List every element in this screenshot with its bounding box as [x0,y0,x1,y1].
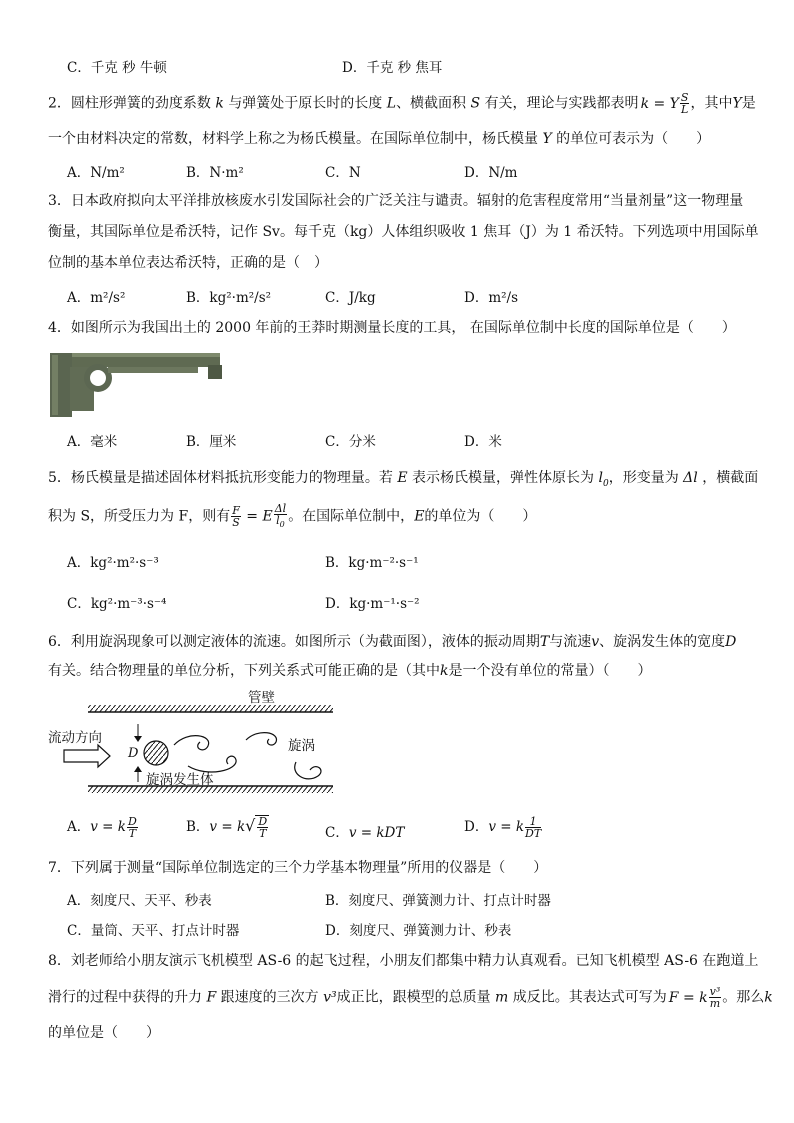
q5-line2: 积为 S，所受压力为 F，则有 $\frac{F}{S}$ = E $\frac{\Delta l}{l_0}$ 。在国际单位制中，E的单位为（ ） [48,502,537,530]
q7-option-d: D．刻度尺、弹簧测力计、秒表 [325,923,512,939]
q7-line1: 7．下列属于测量“国际单位制选定的三个力学基本物理量”所用的仪器是（ ） [48,860,548,876]
q3-line2: 衡量，其国际单位是希沃特，记作 Sv。每千克（kg）人体组织吸收 1 焦耳（J）为 1 希沃特。下列选项中用国际单 [48,224,759,240]
q1-option-c: C．千克 秒 牛顿 [67,60,167,76]
q2-line1: 2．圆柱形弹簧的劲度系数 k 与弹簧处于原长时的长度 L、横截面积 S 有关，理论与实践都表明 k = Y $\frac{S}{L}$ ，其中Y是 [48,91,756,116]
q8-line1: 8．刘老师给小朋友演示飞机模型 AS-6 的起飞过程，小朋友们都集中精力认真观看。已知飞机模型 AS-6 在跑道上 [48,953,759,969]
ancient-ruler-image [48,345,223,419]
q3-line3: 位制的基本单位表达希沃特，正确的是（ ） [48,255,328,271]
q7-option-b: B．刻度尺、弹簧测力计、打点计时器 [325,893,551,909]
q2-option-a: A．N/m² [67,165,125,181]
q6-line2: 有关。结合物理量的单位分析，下列关系式可能正确的是（其中k是一个没有单位的常量）（ ） [48,663,652,679]
q4-option-c: C．分米 [325,434,376,450]
vortex-generator-label: 旋涡发生体 [146,772,214,788]
flow-direction-label: 流动方向 [48,730,102,746]
q8-line2: 滑行的过程中获得的升力 F 跟速度的三次方 v³成正比，跟模型的总质量 m 成反比。其表达式可写为 F = k $\frac{\text{v³}}{m}$ 。那么k [48,985,773,1010]
q6-option-c: C．v = kDT [325,825,405,841]
q2-option-d: D．N/m [464,165,518,181]
q6-option-d: D．v = k $\frac{1}{DT}$ [464,815,542,840]
q2-line2: 一个由材料决定的常数，材料学上称之为杨氏模量。在国际单位制中，杨氏模量 Y 的单位可表示为（ ） [48,131,711,147]
q4-option-b: B．厘米 [186,434,237,450]
q5-option-b: B．kg·m⁻²·s⁻¹ [325,555,419,571]
q8-line3: 的单位是（ ） [48,1025,160,1041]
q3-line1: 3．日本政府拟向太平洋排放核废水引发国际社会的广泛关注与谴责。辐射的危害程度常用“当量剂量”这一物理量 [48,193,744,209]
q6-line1: 6．利用旋涡现象可以测定液体的流速。如图所示（为截面图），液体的振动周期T与流速v、旋涡发生体的宽度D [48,634,737,650]
q6-option-a: A．v = k $\frac{D}{T}$ [67,815,137,840]
vortex-label: 旋涡 [288,738,315,754]
q5-option-c: C．kg²·m⁻³·s⁻⁴ [67,596,167,612]
q2-option-b: B．N·m² [186,165,244,181]
q7-option-c: C．量筒、天平、打点计时器 [67,923,240,939]
pipe-wall-label: 管壁 [248,690,275,706]
q1-option-d: D．千克 秒 焦耳 [342,60,443,76]
q7-option-a: A．刻度尺、天平、秒表 [67,893,212,909]
vortex-flowmeter-diagram [48,690,348,800]
q6-option-b: B．v = k√ $\frac{D}{T}$ [186,815,268,840]
q4-option-a: A．毫米 [67,434,118,450]
q4-line1: 4．如图所示为我国出土的 2000 年前的王莽时期测量长度的工具， 在国际单位制中长度的国际单位是（ ） [48,320,736,336]
width-d-label: D [128,746,139,761]
q5-option-a: A．kg²·m²·s⁻³ [67,555,159,571]
q3-option-d: D．m²/s [464,290,519,306]
q5-line1: 5．杨氏模量是描述固体材料抵抗形变能力的物理量。若 E 表示杨氏模量，弹性体原长为 $l_0$，形变量为 Δl ，横截面 [48,470,759,489]
q5-option-d: D．kg·m⁻¹·s⁻² [325,596,420,612]
q4-option-d: D．米 [464,434,502,450]
q3-option-a: A．m²/s² [67,290,126,306]
q3-option-b: B．kg²·m²/s² [186,290,272,306]
q3-option-c: C．J/kg [325,290,376,306]
q2-option-c: C．N [325,165,361,181]
